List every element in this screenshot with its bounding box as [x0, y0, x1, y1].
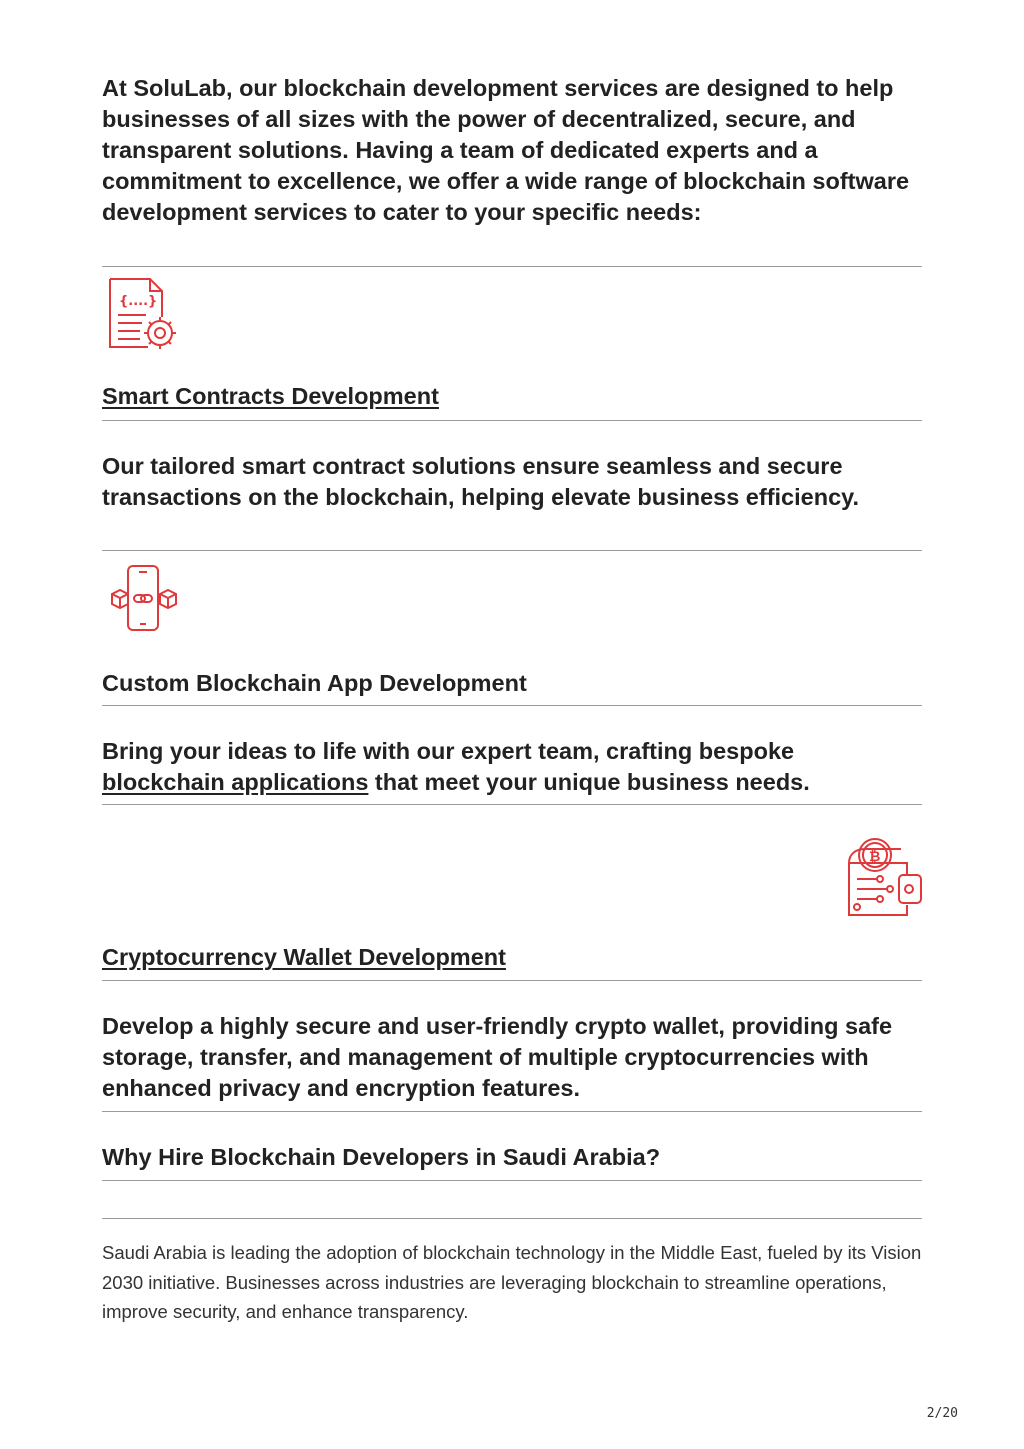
service-3-description-wrap: [102, 1011, 922, 1104]
svg-text:{....}: {....}: [119, 294, 158, 309]
divider: [102, 550, 922, 551]
bitcoin-wallet-icon: [845, 835, 925, 921]
divider: [102, 420, 922, 421]
service-description: Develop a highly secure and user-friendly crypto wallet, providing safe storage, transfer, and management of multiple cryptocurrencies with enhanced privacy and encryption features.: [102, 1013, 893, 1101]
cryptocurrency-wallet-link[interactable]: Cryptocurrency Wallet Development: [102, 944, 506, 970]
service-description: Our tailored smart contract solutions ensure seamless and secure transactions on the blockchain, helping elevate business efficiency.: [102, 453, 860, 510]
why-body-paragraph: Saudi Arabia is leading the adoption of blockchain technology in the Middle East, fueled by its Vision 2030 initiative. Businesses across industries are leveraging blockchain to streamline operations, improve security, and enhance transparency.: [102, 1242, 922, 1322]
service-3-title-wrap: [102, 942, 922, 973]
smart-contracts-link[interactable]: Smart Contracts Development: [102, 383, 439, 409]
divider: [102, 804, 922, 805]
service-1-description-wrap: [102, 451, 922, 513]
smart-contract-document-gear-icon: [106, 277, 182, 353]
blockchain-applications-link[interactable]: blockchain applications: [102, 769, 369, 795]
divider: [102, 705, 922, 706]
why-heading-wrap: [102, 1142, 922, 1173]
description-text-after: that meet your unique business needs.: [368, 769, 810, 795]
svg-text:₿: ₿: [869, 849, 881, 865]
section-title: Custom Blockchain App Development: [102, 670, 527, 696]
divider: [102, 1218, 922, 1219]
divider: [102, 980, 922, 981]
intro-paragraph: At SoluLab, our blockchain development services are designed to help businesses of all sizes with the power of decentralized, secure, and transparent solutions. Having a team of dedicated experts and a commitment to excellence, we offer a wide range of blockchain software development services to cater to your specific needs:: [102, 75, 910, 225]
divider: [102, 266, 922, 267]
service-2-description-wrap: [102, 736, 922, 798]
why-hire-heading: Why Hire Blockchain Developers in Saudi Arabia?: [102, 1144, 661, 1170]
page-number: 2/20: [926, 1406, 958, 1421]
service-2-title-wrap: [102, 668, 922, 699]
why-body-wrap: [102, 1238, 922, 1327]
divider: [102, 1111, 922, 1112]
intro-section: [102, 73, 922, 228]
divider: [102, 1180, 922, 1181]
mobile-blockchain-app-icon: [108, 564, 182, 634]
service-description: [102, 736, 922, 798]
service-1-title-wrap: [102, 381, 922, 412]
description-text-before: Bring your ideas to life with our expert team, crafting bespoke: [102, 738, 795, 764]
